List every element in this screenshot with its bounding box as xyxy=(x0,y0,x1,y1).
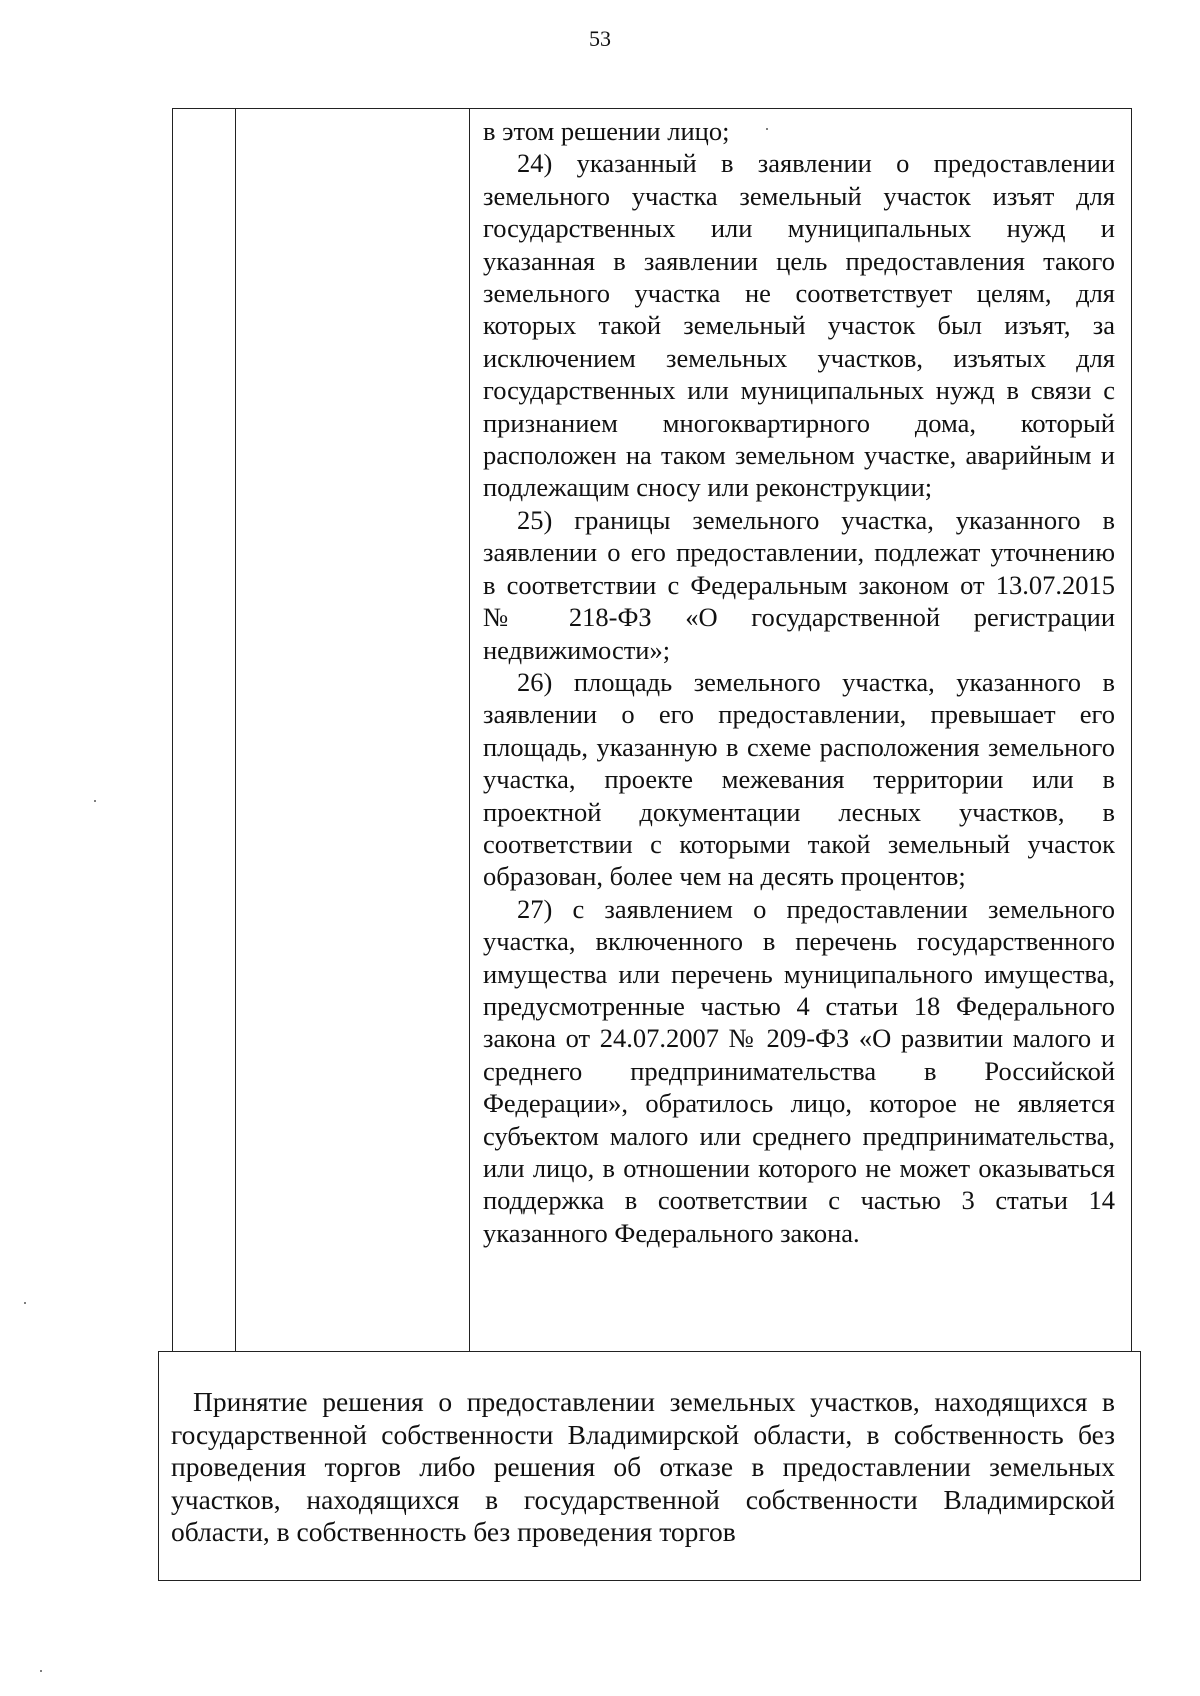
scan-speck xyxy=(94,800,96,802)
scan-speck xyxy=(24,1302,26,1304)
scan-speck xyxy=(766,128,768,130)
decision-box xyxy=(158,1351,1141,1581)
paragraph-item-27: 27) с заявлением о предоставлении земельного участка, включенного в перечень государственного имущества или перечень муниципального имущества, предусмотренные частью 4 статьи 18 Федерального закона от 24.07.2007 № 209-ФЗ «О развитии малого и среднего предпринимательства в Российской Федерации», обратилось лицо, которое не является субъектом малого или среднего предпринимательства, или лицо, в отношении которого не может оказываться поддержка в соответствии с частью 3 статьи 14 указанного Федерального закона. xyxy=(483,893,1115,1248)
decision-text: Принятие решения о предоставлении земельных участков, находящихся в государственной собственности Владимирской области, в собственность без проведения торгов либо решения об отказе в предоставлении земельных участков, находящихся в государственной собственности Владимирской области, в собственность без проведения торгов xyxy=(171,1386,1115,1548)
paragraph-item-26: 26) площадь земельного участка, указанного в заявлении о его предоставлении, превышает его площадь, указанную в схеме расположения земельного участка, проекте межевания территории или в проектной документации лесных участков, в соответствии с которыми такой земельный участок образован, более чем на десять процентов; xyxy=(483,666,1115,892)
paragraph-item-24: 24) указанный в заявлении о предоставлении земельного участка земельный участок изъят для государственных или муниципальных нужд и указанная в заявлении цель предоставления такого земельного участка не соответствует целям, для которых такой земельный участок был изъят, за исключением земельных участков, изъятых для государственных или муниципальных нужд в связи с признанием многоквартирного дома, который расположен на таком земельном участке, аварийным и подлежащим сносу или реконструкции; xyxy=(483,148,1115,503)
refusal-grounds-cell xyxy=(483,115,1115,1249)
paragraph-continuation: в этом решении лицо; xyxy=(483,116,730,146)
column-divider xyxy=(469,109,470,1351)
paragraph-item-25: 25) границы земельного участка, указанного в заявлении о его предоставлении, подлежат уточнению в соответствии с Федеральным законом от 13.07.2015 № 218-ФЗ «О государственной регистрации недвижимости»; xyxy=(483,504,1115,665)
table-continuation xyxy=(172,108,1132,1352)
column-divider xyxy=(235,109,236,1351)
page-number: 53 xyxy=(589,26,611,51)
scan-speck xyxy=(40,1670,42,1672)
